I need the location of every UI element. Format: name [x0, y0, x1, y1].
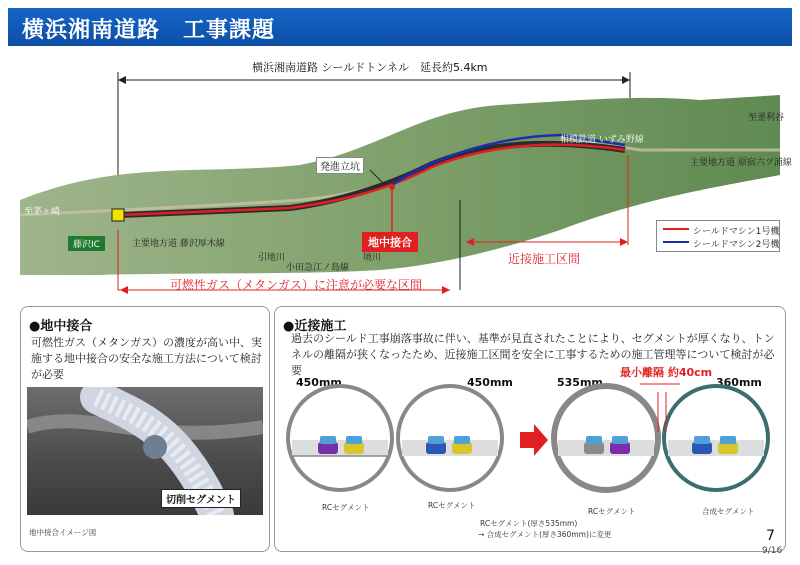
- segment-width-label: 450mm: [467, 376, 513, 389]
- near-section-label: 近接施工区間: [508, 252, 581, 266]
- segment-change-note: RCセグメント(厚さ535mm): [480, 519, 578, 528]
- panel-title: ●近接施工: [283, 319, 347, 334]
- place-label: 至釜利谷: [748, 113, 785, 123]
- ic-badge: 藤沢IC: [68, 236, 105, 251]
- segment-width-label: 450mm: [296, 376, 342, 389]
- segment-width-label: 535mm: [557, 376, 603, 389]
- image-caption: 地中接合イメージ図: [29, 528, 97, 537]
- place-label: 小田急江ノ島線: [286, 263, 350, 273]
- legend-item: シールドマシン2号機: [693, 240, 780, 250]
- segment-caption: RCセグメント: [322, 503, 370, 512]
- place-label: 主要地方道 原宿六ツ浦線: [690, 158, 792, 168]
- segment-width-label: 360mm: [716, 376, 762, 389]
- cut-segment-label: 切削セグメント: [161, 489, 241, 508]
- panel-text: 過去のシールド工事崩落事故に伴い、基準が見直されたことにより、セグメントが厚くなり、トンネルの離隔が狭くなったため、近接施工区間を安全に工事するための施工管理等について検討が必要: [291, 332, 775, 377]
- min-gap-label: 最小離隔 約40cm: [620, 366, 713, 379]
- segment-caption: RCセグメント: [588, 507, 636, 516]
- shaft-label: 発進立坑: [316, 157, 364, 174]
- segment-change-note: → 合成セグメント(厚さ360mm)に変更: [478, 530, 612, 539]
- page-count: 9/16: [762, 546, 783, 556]
- gas-section-label: 可燃性ガス（メタンガス）に注意が必要な区間: [170, 278, 423, 292]
- place-label: 至茅ヶ崎: [24, 207, 61, 217]
- segment-caption: 合成セグメント: [702, 507, 755, 516]
- page-title: 横浜湘南道路 工事課題: [22, 18, 276, 43]
- panel-title: ●地中接合: [29, 319, 93, 334]
- tunnel-length-label: 横浜湘南道路 シールドトンネル 延長約5.4km: [252, 61, 488, 74]
- page-number: 7: [766, 528, 775, 544]
- place-label: 主要地方道 藤沢厚木線: [132, 239, 225, 249]
- segment-caption: RCセグメント: [428, 501, 476, 510]
- panel-text: 可燃性ガス（メタンガス）の濃度が高い中、実施する地中接合の安全な施工方法について検討が必要: [31, 336, 262, 381]
- place-label: 境川: [363, 253, 382, 263]
- legend-item: シールドマシン1号機: [693, 227, 780, 237]
- underground-junction-badge: 地中接合: [362, 232, 418, 252]
- place-label: 引地川: [258, 253, 286, 263]
- place-label: 相模鉄道 いずみ野線: [560, 135, 644, 145]
